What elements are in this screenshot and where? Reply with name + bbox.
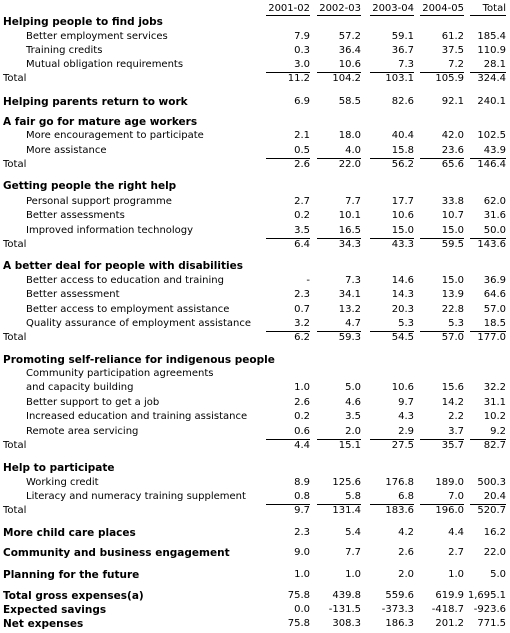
cell-2001-02: 1.0 [294,569,310,580]
cell-2003-04: 176.8 [385,477,414,488]
cell-2001-02: 0.2 [294,210,310,221]
table-row [0,303,510,317]
cell-total: 146.4 [477,159,506,170]
cell-2003-04: 40.4 [391,130,414,141]
cell-2002-03: 10.1 [338,210,361,221]
section-heading [0,353,510,367]
cell-2003-04: 56.2 [391,159,414,170]
cell-2003-04: 27.5 [391,440,414,451]
cell-2004-05: 33.8 [441,196,464,207]
cell-2002-03: 1.0 [345,569,361,580]
cell-2004-05: 2.2 [448,411,464,422]
cell-2003-04: 82.6 [391,96,414,107]
cell-2001-02: 11.2 [287,73,310,84]
cell-2003-04: 9.7 [398,397,414,408]
cell-2001-02: 6.4 [294,239,310,250]
cell-2003-04: 15.0 [391,225,414,236]
cell-2001-02: 2.3 [294,289,310,300]
cell-2002-03: 439.8 [332,590,361,601]
row-label: and capacity building [26,382,134,393]
section-heading [0,179,510,193]
table-row [0,410,510,424]
cell-total: 82.7 [483,440,506,451]
cell-2001-02: 3.2 [294,318,310,329]
cell-total: 32.2 [483,382,506,393]
section-heading [0,15,510,29]
cell-2004-05: 7.0 [448,491,464,502]
cell-2003-04: 10.6 [391,210,414,221]
cell-2001-02: 0.8 [294,491,310,502]
cell-total: 31.1 [483,397,506,408]
cell-total: 43.9 [483,145,506,156]
cell-total: 9.2 [490,426,506,437]
cell-2002-03: 131.4 [332,505,361,516]
cell-2002-03: 104.2 [332,73,361,84]
row-label: More encouragement to participate [26,130,204,141]
cell-2004-05: 37.5 [441,45,464,56]
cell-2002-03: 5.8 [345,491,361,502]
row-label: Expected savings [3,604,107,616]
row-label: Better access to employment assistance [26,304,230,315]
column-header-2003-04: 2003-04 [372,3,414,14]
table-row [0,425,510,439]
table-row [0,367,510,381]
row-label: Total [3,73,27,84]
total-rule [317,439,361,440]
cell-2004-05: 189.0 [435,477,464,488]
cell-2002-03: 15.1 [338,440,361,451]
cell-2003-04: -373.3 [381,604,414,615]
total-rule [470,504,506,505]
cell-2003-04: 4.3 [398,411,414,422]
cell-total: 16.2 [483,527,506,538]
cell-total: 18.5 [483,318,506,329]
cell-total: -923.6 [473,604,506,615]
cell-2003-04: 10.6 [391,382,414,393]
total-rule [370,238,414,239]
cell-2004-05: 59.5 [441,239,464,250]
row-label: Community participation agreements [26,368,214,379]
cell-2004-05: 13.9 [441,289,464,300]
cell-2001-02: 2.6 [294,159,310,170]
row-label: Better assessments [26,210,125,221]
cell-total: 324.4 [477,73,506,84]
total-rule [470,331,506,332]
table-row [0,95,510,109]
total-rule [266,158,310,159]
column-header-total: Total [482,3,506,14]
cell-2004-05: 201.2 [435,618,464,629]
cell-2002-03: 13.2 [338,304,361,315]
cell-2002-03: 36.4 [338,45,361,56]
cell-2002-03: 3.5 [345,411,361,422]
cell-2001-02: 7.9 [294,31,310,42]
cell-2003-04: 6.8 [398,491,414,502]
table-row [0,381,510,395]
cell-2002-03: 5.0 [345,382,361,393]
cell-2002-03: 22.0 [338,159,361,170]
cell-total: 1,695.1 [467,590,506,601]
table-row [0,44,510,58]
cell-total: 240.1 [477,96,506,107]
cell-2003-04: 59.1 [391,31,414,42]
cell-2002-03: 7.3 [345,275,361,286]
cell-2003-04: 186.3 [385,618,414,629]
cell-total: 31.6 [483,210,506,221]
cell-total: 102.5 [477,130,506,141]
cell-total: 110.9 [477,45,506,56]
cell-2004-05: 57.0 [441,332,464,343]
total-rule [420,72,464,73]
cell-2003-04: 14.6 [391,275,414,286]
cell-total: 5.0 [490,569,506,580]
total-rule [266,439,310,440]
total-rule [266,504,310,505]
column-header-2001-02: 2001-02 [268,3,310,14]
table-row [0,209,510,223]
cell-2002-03: -131.5 [328,604,361,615]
cell-2003-04: 15.8 [391,145,414,156]
row-label: Total gross expenses(a) [3,590,144,602]
total-rule [317,331,361,332]
cell-2002-03: 34.1 [338,289,361,300]
row-label: A fair go for mature age workers [3,116,198,128]
cell-total: 143.6 [477,239,506,250]
table-row [0,476,510,490]
total-rule [420,238,464,239]
cell-2003-04: 54.5 [391,332,414,343]
cell-2002-03: 34.3 [338,239,361,250]
cell-2003-04: 36.7 [391,45,414,56]
total-row [0,504,510,518]
cell-total: 177.0 [477,332,506,343]
table-row [0,546,510,560]
cell-2001-02: 4.4 [294,440,310,451]
total-rule [317,72,361,73]
cell-2001-02: 2.7 [294,196,310,207]
cell-total: 62.0 [483,196,506,207]
cell-2001-02: 75.8 [287,590,310,601]
table-row [0,603,510,617]
cell-2002-03: 308.3 [332,618,361,629]
cell-total: 20.4 [483,491,506,502]
cell-2002-03: 10.6 [338,59,361,70]
cell-2002-03: 59.3 [338,332,361,343]
cell-2002-03: 4.6 [345,397,361,408]
total-rule [470,158,506,159]
cell-2001-02: 2.1 [294,130,310,141]
cell-2004-05: 196.0 [435,505,464,516]
row-label: Literacy and numeracy training supplement [26,491,246,502]
table-row [0,490,510,504]
total-rule [470,72,506,73]
cell-2004-05: 1.0 [448,569,464,580]
row-label: Better assessment [26,289,120,300]
total-row [0,72,510,86]
cell-2001-02: 0.3 [294,45,310,56]
cell-2003-04: 7.3 [398,59,414,70]
total-rule [370,504,414,505]
cell-2002-03: 16.5 [338,225,361,236]
cell-2004-05: 5.3 [448,318,464,329]
cell-2001-02: 2.6 [294,397,310,408]
cell-2001-02: 0.2 [294,411,310,422]
row-label: Promoting self-reliance for indigenous people [3,354,275,366]
total-rule [370,158,414,159]
cell-2001-02: 0.0 [294,604,310,615]
total-rule [420,439,464,440]
row-label: Personal support programme [26,196,172,207]
row-label: Helping people to find jobs [3,16,163,28]
cell-2004-05: 619.9 [435,590,464,601]
cell-2003-04: 559.6 [385,590,414,601]
cell-2001-02: 0.7 [294,304,310,315]
total-rule [317,158,361,159]
cell-total: 36.9 [483,275,506,286]
table-row [0,224,510,238]
section-heading [0,461,510,475]
cell-total: 50.0 [483,225,506,236]
cell-2003-04: 103.1 [385,73,414,84]
cell-2003-04: 14.3 [391,289,414,300]
cell-2004-05: 14.2 [441,397,464,408]
total-rule [420,331,464,332]
cell-2003-04: 2.0 [398,569,414,580]
cell-2004-05: 4.4 [448,527,464,538]
cell-2004-05: 3.7 [448,426,464,437]
cell-2004-05: 61.2 [441,31,464,42]
table-row [0,274,510,288]
cell-2004-05: 15.0 [441,275,464,286]
cell-total: 57.0 [483,304,506,315]
table-row [0,144,510,158]
cell-2002-03: 125.6 [332,477,361,488]
table-row [0,396,510,410]
cell-2004-05: 105.9 [435,73,464,84]
cell-2003-04: 2.9 [398,426,414,437]
table-row [0,589,510,603]
cell-2003-04: 4.2 [398,527,414,538]
table-row [0,617,510,631]
total-row [0,238,510,252]
table-row [0,317,510,331]
row-label: Increased education and training assistance [26,411,248,422]
cell-2001-02: - [306,275,310,286]
cell-2001-02: 0.6 [294,426,310,437]
cell-2002-03: 5.4 [345,527,361,538]
cell-2002-03: 57.2 [338,31,361,42]
row-label: Help to participate [3,462,115,474]
cell-2003-04: 2.6 [398,547,414,558]
cell-2003-04: 5.3 [398,318,414,329]
row-label: Quality assurance of employment assistance [26,318,251,329]
cell-2004-05: 7.2 [448,59,464,70]
table-row [0,129,510,143]
cell-2002-03: 18.0 [338,130,361,141]
cell-total: 771.5 [477,618,506,629]
cell-total: 500.3 [477,477,506,488]
cell-2001-02: 1.0 [294,382,310,393]
table-row [0,58,510,72]
cell-total: 22.0 [483,547,506,558]
table-row [0,195,510,209]
total-rule [370,439,414,440]
row-label: Better employment services [26,31,168,42]
cell-total: 28.1 [483,59,506,70]
total-rule [266,238,310,239]
row-label: Total [3,440,27,451]
cell-2004-05: 2.7 [448,547,464,558]
row-label: More assistance [26,145,107,156]
cell-2001-02: 6.9 [294,96,310,107]
row-label: More child care places [3,527,136,539]
column-header-2002-03: 2002-03 [319,3,361,14]
total-rule [317,238,361,239]
cell-2001-02: 0.5 [294,145,310,156]
cell-2003-04: 20.3 [391,304,414,315]
cell-2003-04: 43.3 [391,239,414,250]
row-label: Improved information technology [26,225,194,236]
cell-2004-05: 35.7 [441,440,464,451]
cell-total: 185.4 [477,31,506,42]
table-row [0,30,510,44]
column-header-2004-05: 2004-05 [422,3,464,14]
cell-2002-03: 4.0 [345,145,361,156]
cell-2002-03: 4.7 [345,318,361,329]
row-label: A better deal for people with disabilities [3,260,243,272]
total-rule [470,238,506,239]
cell-2004-05: 92.1 [441,96,464,107]
cell-2003-04: 183.6 [385,505,414,516]
cell-total: 64.6 [483,289,506,300]
cell-total: 520.7 [477,505,506,516]
cell-2004-05: 15.6 [441,382,464,393]
table-row [0,568,510,582]
table-row [0,288,510,302]
total-rule [317,504,361,505]
cell-2004-05: 22.8 [441,304,464,315]
cell-2003-04: 17.7 [391,196,414,207]
row-label: Mutual obligation requirements [26,59,184,70]
section-heading [0,259,510,273]
table-row [0,526,510,540]
section-heading [0,115,510,129]
cell-2004-05: -418.7 [431,604,464,615]
cell-2004-05: 42.0 [441,130,464,141]
cell-2001-02: 2.3 [294,527,310,538]
row-label: Remote area servicing [26,426,139,437]
cell-2001-02: 75.8 [287,618,310,629]
cell-2004-05: 65.6 [441,159,464,170]
cell-2001-02: 3.0 [294,59,310,70]
total-rule [370,72,414,73]
total-rule [266,331,310,332]
row-label: Getting people the right help [3,180,177,192]
row-label: Better access to education and training [26,275,224,286]
cell-2002-03: 7.7 [345,547,361,558]
row-label: Training credits [26,45,103,56]
total-row [0,158,510,172]
row-label: Helping parents return to work [3,96,188,108]
total-rule [420,504,464,505]
total-rule [266,72,310,73]
cell-2004-05: 23.6 [441,145,464,156]
cell-2001-02: 9.7 [294,505,310,516]
total-rule [370,331,414,332]
cell-total: 10.2 [483,411,506,422]
row-label: Community and business engagement [3,547,230,559]
total-rule [420,158,464,159]
cell-2001-02: 9.0 [294,547,310,558]
row-label: Net expenses [3,618,84,630]
cell-2004-05: 10.7 [441,210,464,221]
row-label: Total [3,332,27,343]
row-label: Total [3,159,27,170]
row-label: Working credit [26,477,99,488]
cell-2004-05: 15.0 [441,225,464,236]
cell-2001-02: 3.5 [294,225,310,236]
row-label: Planning for the future [3,569,140,581]
total-row [0,331,510,345]
row-label: Total [3,505,27,516]
cell-2001-02: 6.2 [294,332,310,343]
cell-2002-03: 58.5 [338,96,361,107]
row-label: Better support to get a job [26,397,160,408]
row-label: Total [3,239,27,250]
cell-2002-03: 2.0 [345,426,361,437]
cell-2002-03: 7.7 [345,196,361,207]
cell-2001-02: 8.9 [294,477,310,488]
total-row [0,439,510,453]
total-rule [470,439,506,440]
